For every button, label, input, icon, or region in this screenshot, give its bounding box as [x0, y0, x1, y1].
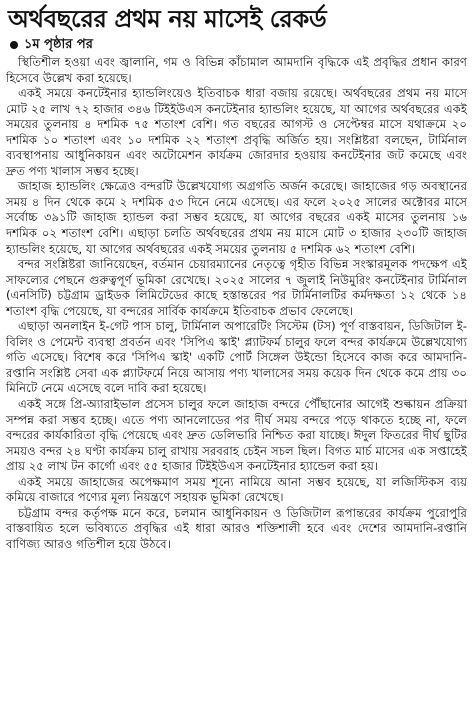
article-paragraph: একই সময়ে জাহাজের অপেক্ষমাণ সময় শূন্যে নামিয়ে আনা সম্ভব হয়েছে, যা লজিস্টিকস ব্যয় কমিয়ে বাজারে পণ্যের মূল্য নিয়ন্ত্রণে সহায়ক ভূমিকা রেখেছে। [6, 474, 467, 505]
article-paragraph: চট্টগ্রাম বন্দর কর্তৃপক্ষ মনে করে, চলমান আধুনিকায়ন ও ডিজিটাল রূপান্তরের কার্যক্রম পুরোপুরি বাস্তবায়িত হলে ভবিষ্যতে প্রবৃদ্ধির এই ধারা আরও শক্তিশালী হবে এবং দেশের আমদানি-রপ্তানি বাণিজ্য আরও গতিশীল হয়ে উঠবে। [6, 505, 467, 551]
continuation-marker [10, 36, 467, 53]
article-paragraph: একই সঙ্গে প্রি-অ্যারাইভাল প্রসেস চালুর ফলে জাহাজ বন্দরে পৌঁছানোর আগেই শুল্কায়ন প্রক্রিয়া সম্পন্ন করা সম্ভব হচ্ছে। এতে পণ্য আনলোডের পর দীর্ঘ সময় বন্দরে পড়ে থাকতে হচ্ছে না, ফলে বন্দরের কার্যকারিতা বৃদ্ধি পেয়েছে এবং দ্রুত ডেলিভারি নিশ্চিত করা যাচ্ছে। ঈদুল ফিতরের দীর্ঘ ছুটির সময়ও বন্দর ২৪ ঘণ্টা কার্যক্রম চালু রাখায় সরবরাহ চেইন সচল ছিল। বিগত মার্চ মাসের এক সপ্তাহেই প্রায় ২৫ লাখ টন কার্গো এবং ৫৫ হাজার টিইইউএস কনটেইনার হ্যান্ডেল করা হয়। [6, 397, 467, 474]
continuation-label: ১ম পৃষ্ঠার পর [24, 37, 93, 52]
article-body [6, 55, 467, 553]
article-paragraph: স্থিতিশীল হওয়া এবং জ্বালানি, গম ও বিভিন্ন কাঁচামাল আমদানি বৃদ্ধিকে এই প্রবৃদ্ধির প্রধান কারণ হিসেবে উল্লেখ করা হয়েছে। [6, 55, 467, 85]
article-paragraph: এছাড়া অনলাইন ই-গেট পাস চালু, টার্মিনাল অপারেটিং সিস্টেম (টস) পূর্ণ বাস্তবায়ন, ডিজিটাল ই-বিলিং ও পেমেন্ট ব্যবস্থা প্রবর্তন এবং 'সিপিএ স্কাই' প্ল্যাটফর্ম চালুর ফলে বন্দর কার্যক্রমে উল্লেখযোগ্য গতি এসেছে। বিশেষ করে 'সিপিএ স্কাই' একটি পোর্ট সিঙ্গেল উইন্ডো হিসেবে কাজ করে আমদানি-রপ্তানি সংশ্লিষ্ট সেবা এক প্ল্যাটফর্মে নিয়ে আসায় পণ্য খালাসের সময় কয়েক দিন থেকে কমে প্রায় ৩০ মিনিটে নেমে এসেছে বলে দাবি করা হয়েছে। [6, 319, 467, 396]
article-paragraph: জাহাজ হ্যান্ডলিং ক্ষেত্রেও বন্দরটি উল্লেখযোগ্য অগ্রগতি অর্জন করেছে। জাহাজের গড় অবস্থানের সময় ৪ দিন থেকে কমে ২ দশমিক ৫৩ দিনে নেমে এসেছে। এর ফলে ২০২৫ সালের অক্টোবর মাসে সর্বোচ্চ ৩৯১টি জাহাজ হ্যান্ডল করা সম্ভব হয়েছে, যা আগের বছরের একই মাসের তুলনায় ১৬ দশমিক ০২ শতাংশ বেশি। এছাড়া চলতি অর্থবছরের প্রথম নয় মাসে মোট ৩ হাজার ২৩০টি জাহাজ হ্যান্ডলিং হয়েছে, যা আগের অর্থবছরের একই সময়ের তুলনায় ৫ দশমিক ৬২ শতাংশ বেশি। [6, 179, 467, 256]
article-headline: অর্থবছরের প্রথম নয় মাসেই রেকর্ড [8, 5, 327, 33]
bullet-icon [10, 41, 18, 49]
article-paragraph: একই সময়ে কনটেইনার হ্যান্ডলিংয়েও ইতিবাচক ধারা বজায় রয়েছে। অর্থবছরের প্রথম নয় মাসে মোট ২৫ লাখ ৭২ হাজার ৩৪৬ টিইইউএস কনটেইনার হ্যান্ডলিং হয়েছে, যা আগের অর্থবছরের একই সময়ের তুলনায় ৪ দশমিক ৭৫ শতাংশ বেশি। গত বছরের আগস্ট ও সেপ্টেম্বর মাসে যথাক্রমে ২০ দশমিক ১০ শতাংশ এবং ১০ দশমিক ২২ শতাংশ প্রবৃদ্ধি অর্জিত হয়। সংশ্লিষ্টরা বলছেন, টার্মিনাল ব্যবস্থাপনায় আধুনিকায়ন এবং অটোমেশন কার্যক্রম জোরদার হওয়ায় কনটেইনার জট কমেছে এবং দ্রুত পণ্য খালাস সম্ভব হচ্ছে। [6, 86, 467, 178]
article-paragraph: বন্দর সংশ্লিষ্টরা জানিয়েছেন, বর্তমান চেয়ারম্যানের নেতৃত্বে গৃহীত বিভিন্ন সংস্কারমূলক পদক্ষেপ এই সাফল্যের পেছনে গুরুত্বপূর্ণ ভূমিকা রেখেছে। ২০২৫ সালের ৭ জুলাই নিউমুরিং কনটেইনার টার্মিনাল (এনসিটি) চট্টগ্রাম ড্রাইডক লিমিটেডের কাছে হস্তান্তরের পর টার্মিনালটির কর্মদক্ষতা ১২ থেকে ১৪ শতাংশ বৃদ্ধি পেয়েছে, যা বন্দরের সার্বিক কার্যক্রমে ইতিবাচক প্রভাব ফেলেছে। [6, 257, 467, 318]
